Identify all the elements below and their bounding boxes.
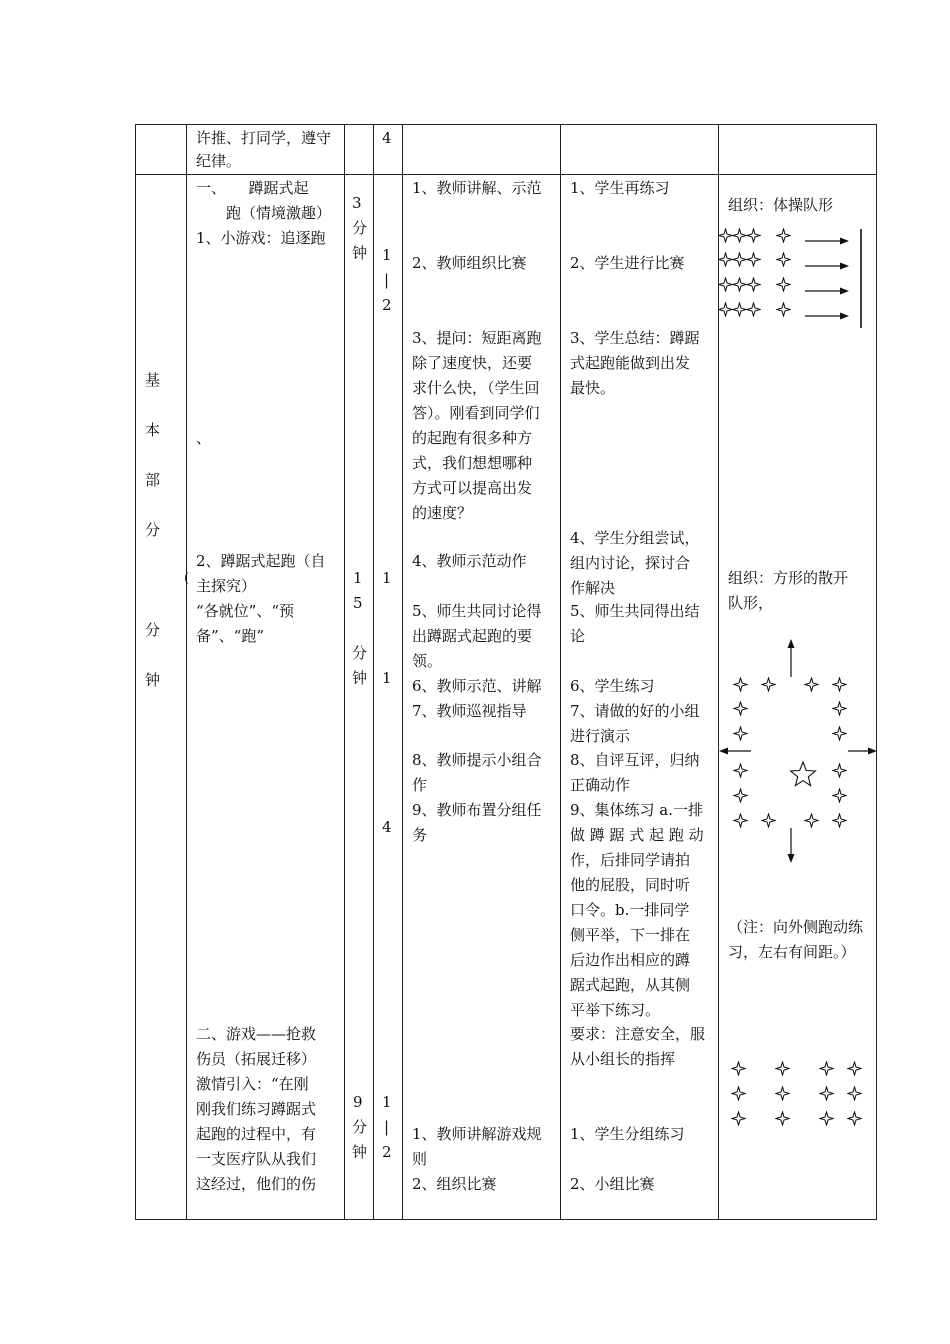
arrow-icon [719, 748, 728, 755]
four-point-star-icon [833, 678, 846, 691]
four-point-star-icon [833, 764, 846, 777]
teacher-line: 答）。刚看到同学们 [412, 404, 540, 422]
student-line: 1、学生再练习 [570, 179, 670, 197]
four-point-star-icon [776, 1112, 789, 1125]
content-line: 备”、“跑” [196, 627, 265, 645]
four-point-star-icon [719, 303, 732, 316]
bracket-mark: ( [184, 571, 190, 586]
four-point-star-icon [848, 1112, 861, 1125]
four-point-star-icon [776, 1062, 789, 1075]
four-point-star-icon [719, 278, 732, 291]
student-line: 做 蹲 踞 式 起 跑 动 [570, 826, 704, 844]
content-line: 1、小游戏：追逐跑 [196, 229, 326, 247]
four-point-star-icon [777, 253, 790, 266]
four-point-star-icon [733, 303, 746, 316]
count-char: 2 [382, 1143, 392, 1161]
group-formation [732, 1062, 861, 1125]
student-line: 2、学生进行比赛 [570, 254, 685, 272]
content-line: 跑（情境激趣） [196, 204, 332, 222]
four-point-star-icon [733, 278, 746, 291]
four-point-star-icon [762, 678, 775, 691]
four-point-star-icon [833, 789, 846, 802]
section-label-char: 基 [145, 371, 161, 389]
content-line: 激情引入：“在刚 [196, 1075, 309, 1093]
time-char: 分 [352, 219, 368, 237]
student-line: 组内讨论，探讨合 [570, 554, 691, 572]
student-line: 要求：注意安全，服 [570, 1025, 706, 1043]
student-line: 7、请做的好的小组 [570, 702, 700, 720]
content-line: 主探究） [196, 577, 257, 595]
student-line: 8、自评互评，归纳 [570, 751, 700, 769]
four-point-star-icon [777, 303, 790, 316]
arrow-icon [840, 238, 849, 245]
teacher-line: 2、组织比赛 [412, 1175, 497, 1193]
four-point-star-icon [734, 814, 747, 827]
teacher-line: 务 [412, 826, 428, 844]
time-char: 钟 [352, 1143, 368, 1161]
four-point-star-icon [833, 814, 846, 827]
four-point-star-icon [848, 1062, 861, 1075]
student-line: 作解决 [570, 579, 616, 597]
four-point-star-icon [732, 1062, 745, 1075]
four-point-star-icon [732, 1087, 745, 1100]
four-point-star-icon [776, 1087, 789, 1100]
four-point-star-icon [734, 789, 747, 802]
content-line: 一支医疗队从我们 [196, 1150, 317, 1168]
teacher-line: 领。 [412, 652, 443, 670]
student-line: 2、小组比赛 [570, 1175, 655, 1193]
student-line: 1、学生分组练习 [570, 1125, 685, 1143]
content-line: 伤员（拓展迁移） [196, 1050, 317, 1068]
four-point-star-icon [734, 678, 747, 691]
arrow-icon [840, 288, 849, 295]
student-line: 踞式起跑，从其侧 [570, 976, 691, 994]
time-char: 5 [353, 594, 363, 612]
four-point-star-icon [833, 702, 846, 715]
arrow-icon [788, 639, 795, 648]
student-line: 6、学生练习 [570, 677, 655, 695]
teacher-line: 作 [412, 776, 428, 794]
four-point-star-icon [734, 727, 747, 740]
square-formation [719, 639, 877, 863]
four-point-star-icon [719, 229, 732, 242]
student-line: 3、学生总结：蹲踞 [570, 329, 700, 347]
student-line: 从小组长的指挥 [570, 1050, 676, 1068]
four-point-star-icon [820, 1062, 833, 1075]
content-line: 刚我们练习蹲踞式 [196, 1100, 317, 1118]
formation-row [719, 303, 849, 320]
teacher-line: 4、教师示范动作 [412, 552, 527, 570]
section-label-char: 分 [145, 521, 161, 539]
content-line: 2、蹲踞式起跑（自 [196, 552, 326, 570]
section-label-char: 分 [145, 621, 161, 639]
teacher-line: 7、教师巡视指导 [412, 702, 527, 720]
teacher-line: 除了速度快，还要 [412, 354, 533, 372]
star-outline-icon [791, 762, 816, 786]
four-point-star-icon [820, 1112, 833, 1125]
teacher-line: 8、教师提示小组合 [412, 751, 542, 769]
section-label-char: 本 [145, 421, 161, 439]
formation-row [719, 278, 849, 295]
teacher-line: 式，我们想想哪种 [412, 454, 533, 472]
time-char: 分 [352, 1118, 368, 1136]
student-line: 后边作出相应的蹲 [570, 951, 691, 969]
teacher-line: 的起跑有很多种方 [412, 429, 533, 447]
student-line: 论 [570, 627, 586, 645]
teacher-line: 2、教师组织比赛 [412, 254, 527, 272]
four-point-star-icon [777, 229, 790, 242]
org-line: 习，左右有间距。） [728, 943, 856, 961]
four-point-star-icon [734, 702, 747, 715]
teacher-line: 1、教师讲解、示范 [412, 179, 542, 197]
time-char: 分 [352, 644, 368, 662]
student-line: 正确动作 [570, 776, 631, 794]
count-char: 4 [382, 818, 392, 836]
time-char: 1 [353, 569, 363, 587]
arrow-icon [788, 854, 795, 863]
student-line: 5、师生共同得出结 [570, 602, 700, 620]
teacher-line: 求什么快，（学生回 [412, 379, 540, 397]
count-char: | [384, 271, 390, 289]
count-char: 2 [382, 296, 392, 314]
four-point-star-icon [747, 229, 760, 242]
org-line: 组织：体操队形 [728, 196, 834, 214]
four-point-star-icon [777, 278, 790, 291]
content-line: 、 [196, 429, 212, 447]
student-line: 进行演示 [570, 727, 631, 745]
student-line: 作，后排同学请拍 [570, 851, 691, 869]
count-char: | [384, 1118, 390, 1136]
student-line: 口令。b.一排同学 [570, 901, 690, 919]
student-line: 他的屁股，同时听 [570, 876, 691, 894]
four-point-star-icon [848, 1087, 861, 1100]
time-char: 9 [353, 1093, 363, 1111]
four-point-star-icon [805, 678, 818, 691]
section-label-char: 部 [145, 471, 161, 489]
arrow-icon [840, 313, 849, 320]
four-point-star-icon [747, 278, 760, 291]
four-point-star-icon [747, 303, 760, 316]
row1-count: 4 [382, 129, 392, 147]
content-line: 起跑的过程中，有 [196, 1125, 317, 1143]
student-line: 9、集体练习 a.一排 [570, 801, 704, 819]
four-point-star-icon [733, 253, 746, 266]
arrow-icon [868, 748, 877, 755]
teacher-line: 5、师生共同讨论得 [412, 602, 542, 620]
student-line: 4、学生分组尝试， [570, 529, 700, 547]
content-line: “各就位”、“预 [196, 602, 295, 620]
org-line: （注：向外侧跑动练 [728, 918, 864, 936]
content-line: 这经过，他们的伤 [196, 1175, 317, 1193]
four-point-star-icon [733, 229, 746, 242]
teacher-line: 则 [412, 1150, 428, 1168]
gymnastics-formation [719, 229, 861, 328]
four-point-star-icon [747, 253, 760, 266]
four-point-star-icon [719, 253, 732, 266]
teacher-line: 出蹲踞式起跑的要 [412, 627, 533, 645]
student-line: 平举下练习。 [570, 1001, 661, 1019]
count-char: 1 [382, 569, 392, 587]
four-point-star-icon [732, 1112, 745, 1125]
student-line: 式起跑能做到出发 [570, 354, 691, 372]
count-char: 1 [382, 1093, 392, 1111]
student-line: 侧平举，下一排在 [570, 926, 691, 944]
four-point-star-icon [805, 814, 818, 827]
org-line: 组织：方形的散开 [728, 569, 849, 587]
time-char: 钟 [352, 669, 368, 687]
formation-row [719, 253, 849, 270]
count-char: 1 [382, 246, 392, 264]
formation-row [719, 229, 849, 245]
teacher-line: 9、教师布置分组任 [412, 801, 542, 819]
four-point-star-icon [833, 727, 846, 740]
teacher-line: 方式可以提高出发 [412, 479, 533, 497]
student-line: 最快。 [570, 379, 616, 397]
time-char: 钟 [352, 244, 368, 262]
four-point-star-icon [734, 764, 747, 777]
four-point-star-icon [820, 1087, 833, 1100]
row1-content-line: 许推、打同学，遵守 [196, 129, 332, 147]
teacher-line: 1、教师讲解游戏规 [412, 1125, 542, 1143]
row1-content-line: 纪律。 [196, 152, 242, 170]
count-char: 1 [382, 669, 392, 687]
four-point-star-icon [762, 814, 775, 827]
teacher-line: 的速度？ [412, 504, 473, 522]
teacher-line: 6、教师示范、讲解 [412, 677, 542, 695]
section-label-char: 钟 [145, 671, 161, 689]
org-line: 队形， [728, 594, 774, 612]
arrow-icon [840, 263, 849, 270]
time-char: 3 [352, 194, 362, 212]
teacher-line: 3、提问：短距离跑 [412, 329, 542, 347]
content-line: 二、游戏——抢救 [196, 1025, 317, 1043]
content-line: 一、 蹲踞式起 [196, 179, 309, 197]
